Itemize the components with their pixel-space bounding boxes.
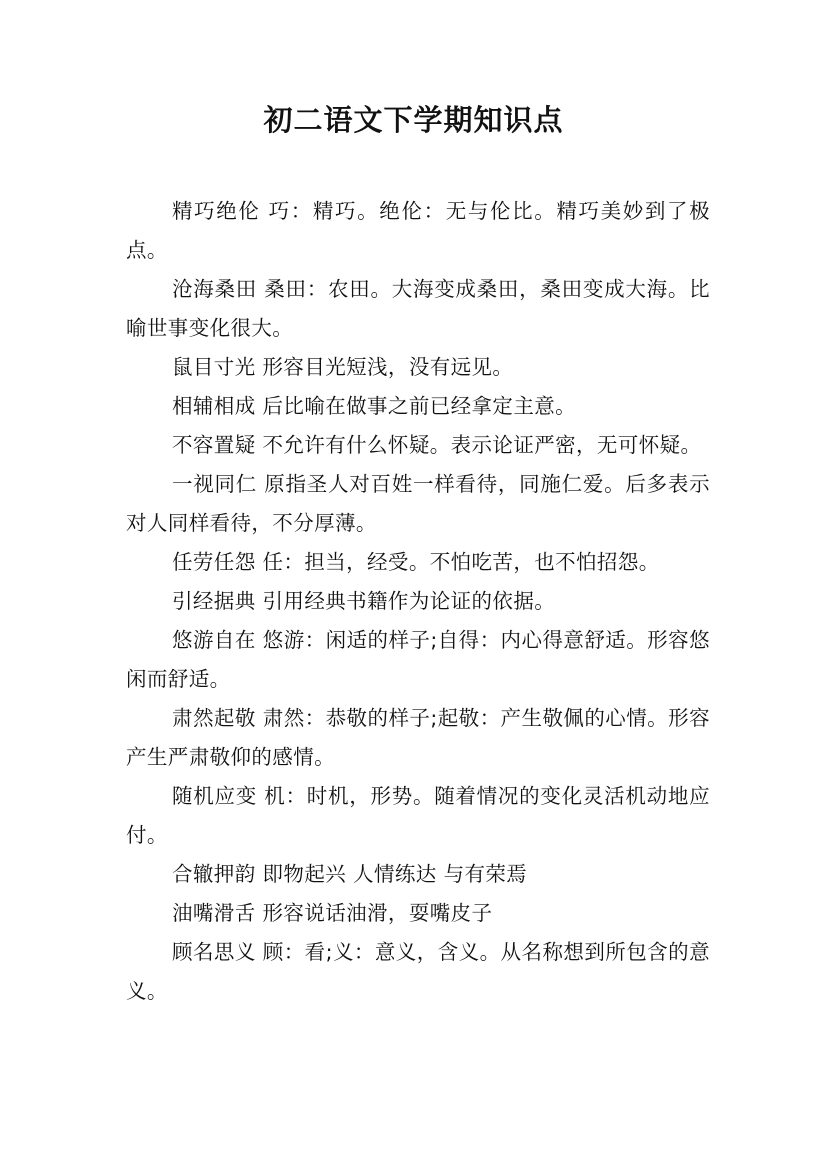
idiom-definition: 不允许有什么怀疑。表示论证严密，无可怀疑。 [262,433,702,457]
idiom-term: 相辅相成 [172,394,256,418]
idiom-entry [126,582,710,621]
idiom-term: 油嘴滑舌 [172,901,256,925]
idiom-entry [126,465,710,543]
idiom-entry [126,621,710,699]
idiom-term: 顾名思义 [172,940,256,964]
idiom-definition: 形容目光短浅，没有远见。 [262,355,514,379]
idiom-definition: 巧：精巧。绝伦：无与伦比。精巧美妙到了极点。 [126,199,710,262]
idiom-term: 不容置疑 [172,433,256,457]
idiom-term: 肃然起敬 [172,706,256,730]
idiom-definition: 形容说话油滑，耍嘴皮子 [262,901,493,925]
idiom-entry [126,543,710,582]
idiom-term: 引经据典 [172,589,256,613]
idiom-definition: 肃然：恭敬的样子;起敬：产生敬佩的心情。形容产生严肃敬仰的感情。 [126,706,710,769]
idiom-entry [126,855,710,894]
idiom-term: 悠游自在 [172,628,256,652]
idiom-definition: 桑田：农田。大海变成桑田，桑田变成大海。比喻世事变化很大。 [126,277,710,340]
idiom-term: 随机应变 [172,784,257,808]
idiom-term: 鼠目寸光 [172,355,256,379]
idiom-definition: 任：担当，经受。不怕吃苦，也不怕招怨。 [262,550,660,574]
idiom-entry [126,894,710,933]
idiom-entry [126,933,710,1011]
idiom-definition: 悠游：闲适的样子;自得：内心得意舒适。形容悠闲而舒适。 [126,628,710,691]
idiom-entry [126,270,710,348]
idiom-term: 精巧绝伦 [172,199,261,223]
idiom-entry [126,387,710,426]
idiom-definition: 引用经典书籍作为论证的依据。 [262,589,556,613]
idiom-term: 合辙押韵 [172,862,256,886]
idiom-definition: 顾：看;义：意义，含义。从名称想到所包含的意义。 [126,940,710,1003]
idiom-definition: 机：时机，形势。随着情况的变化灵活机动地应付。 [126,784,710,847]
idiom-term: 一视同仁 [172,472,257,496]
page-title: 初二语文下学期知识点 [263,103,564,137]
idiom-entry [126,699,710,777]
idiom-definition: 原指圣人对百姓一样看待，同施仁爱。后多表示对人同样看待，不分厚薄。 [126,472,710,535]
idiom-entry [126,777,710,855]
idiom-list [126,192,710,1011]
idiom-definition: 即物起兴 人情练达 与有荣焉 [262,862,528,886]
idiom-term: 任劳任怨 [172,550,256,574]
idiom-term: 沧海桑田 [172,277,257,301]
idiom-entry [126,426,710,465]
idiom-entry [126,348,710,387]
idiom-entry [126,192,710,270]
idiom-definition: 后比喻在做事之前已经拿定主意。 [262,394,577,418]
